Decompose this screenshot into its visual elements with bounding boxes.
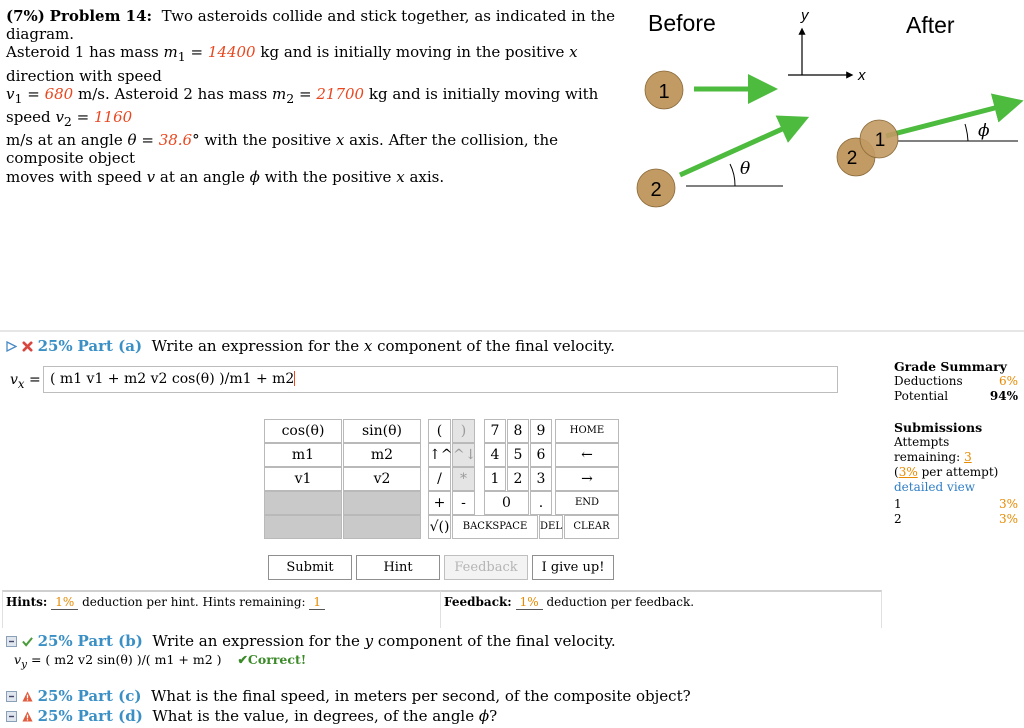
part-b-header xyxy=(6,632,616,650)
give-up-button[interactable]: I give up! xyxy=(532,555,614,580)
theta-symbol: θ xyxy=(127,131,137,150)
asteroid-1-label: 1 xyxy=(658,81,670,103)
v2-symbol: v xyxy=(55,108,64,127)
per-attempt-pct: 3% xyxy=(898,465,918,479)
keypad-key-end[interactable]: END xyxy=(555,491,619,515)
phi-label: ϕ xyxy=(978,121,990,141)
problem-line-5 xyxy=(6,168,628,186)
part-a-label[interactable]: Part (a) xyxy=(77,337,143,355)
x-symbol: x xyxy=(335,131,345,150)
keypad-key-op[interactable]: / xyxy=(428,467,451,491)
keypad-key-var[interactable]: m2 xyxy=(343,443,421,467)
problem-percent: (7%) xyxy=(6,7,45,25)
feedback-desc: deduction per feedback. xyxy=(546,595,695,609)
submission-deduction: 3% xyxy=(998,512,1018,526)
answer-label xyxy=(10,372,41,391)
warning-icon xyxy=(22,711,33,722)
problem-line-1 xyxy=(6,7,628,43)
vx-sub: x xyxy=(17,376,25,391)
diagram-after-label: After xyxy=(906,12,955,38)
keypad-key-op[interactable]: ^↓ xyxy=(452,443,475,467)
keypad-key-dot[interactable]: . xyxy=(530,491,552,515)
answer-input[interactable] xyxy=(43,366,838,393)
deductions-row xyxy=(894,374,1018,389)
x-axis-label: x xyxy=(858,67,866,84)
problem-text: m/s at an angle xyxy=(6,131,123,150)
warning-icon xyxy=(22,691,33,702)
keypad-key-digit[interactable]: 0 xyxy=(484,491,529,515)
x-symbol: x xyxy=(569,43,578,62)
part-c-label[interactable]: Part (c) xyxy=(77,687,142,705)
keypad-blank-key xyxy=(264,491,342,515)
part-b-question: Write an expression for the xyxy=(152,632,360,650)
y-axis-label: y xyxy=(801,7,809,24)
problem-text: direction with speed xyxy=(6,66,162,85)
submission-row xyxy=(894,497,1018,512)
keypad-blank-key xyxy=(264,515,342,539)
v1-symbol: v xyxy=(6,84,15,103)
problem-text: m/s. Asteroid 2 has mass xyxy=(78,84,268,103)
v2-value: 1160 xyxy=(94,108,133,127)
feedback-label: Feedback: xyxy=(444,595,512,609)
correct-label: ✔Correct! xyxy=(237,652,307,667)
feedback-pct: 1% xyxy=(516,595,543,610)
submission-deduction: 3% xyxy=(998,497,1018,511)
keypad-blank-key xyxy=(343,491,421,515)
per-attempt-label: per attempt) xyxy=(921,465,999,479)
detailed-view-link[interactable]: detailed view xyxy=(894,480,976,494)
problem-text: with the positive xyxy=(264,167,392,186)
problem-label: Problem 14: xyxy=(49,7,153,25)
keypad-key-del[interactable]: DEL xyxy=(539,515,563,539)
keypad-key-op[interactable]: √() xyxy=(428,515,451,539)
answer-value: ( m1 v1 + m2 v2 cos(θ) )/m1 + m2 xyxy=(50,371,295,387)
keypad-key-op[interactable]: ) xyxy=(452,419,475,443)
m1-value: 14400 xyxy=(207,43,256,62)
problem-line-2 xyxy=(6,43,628,84)
incorrect-x-icon xyxy=(22,341,33,352)
play-arrow-icon[interactable] xyxy=(6,341,17,352)
part-a-question-end: component of the final velocity. xyxy=(377,337,615,355)
theta-arc xyxy=(730,164,735,186)
part-b-label[interactable]: Part (b) xyxy=(77,632,143,650)
m1-sub: 1 xyxy=(177,49,186,65)
problem-text: axis. xyxy=(409,167,445,186)
per-attempt-paren: ( xyxy=(894,465,899,479)
m2-symbol: m xyxy=(272,84,287,103)
keypad-key-digit[interactable]: 8 xyxy=(507,419,529,443)
problem-sentence-1: Two asteroids collide and stick together, as indicated in the diagram. xyxy=(6,7,616,44)
v-symbol: v xyxy=(146,167,156,186)
part-divider xyxy=(0,330,1024,332)
hint-button[interactable]: Hint xyxy=(356,555,440,580)
potential-value: 94% xyxy=(989,389,1018,403)
part-d-phi: ϕ xyxy=(478,707,490,725)
submission-row xyxy=(894,512,1018,527)
final-velocity-arrow xyxy=(886,103,1014,136)
part-b-answer-value: = ( m2 v2 sin(θ) )/( m1 + m2 ) xyxy=(30,652,222,667)
equals: = xyxy=(28,372,41,388)
equals: = xyxy=(190,43,204,62)
m1-symbol: m xyxy=(163,43,178,62)
feedback-text xyxy=(444,595,694,610)
submission-number: 2 xyxy=(894,512,902,526)
keypad-key-var[interactable]: v1 xyxy=(264,467,342,491)
keypad-key-digit[interactable]: 2 xyxy=(507,467,529,491)
submission-number: 1 xyxy=(894,497,902,511)
keypad-key-var[interactable]: m1 xyxy=(264,443,342,467)
part-b-question-end: component of the final velocity. xyxy=(377,632,616,650)
part-a-percent: 25% xyxy=(37,337,73,355)
part-c-percent: 25% xyxy=(37,687,73,705)
problem-text: axis. After the collision, the composite object xyxy=(6,131,558,168)
hints-desc: deduction per hint. Hints remaining: xyxy=(82,595,306,609)
problem-line-4 xyxy=(6,131,628,167)
submit-button[interactable]: Submit xyxy=(268,555,352,580)
part-b-y: y xyxy=(364,632,374,650)
grade-summary xyxy=(894,359,1018,527)
keypad-key-backspace[interactable]: BACKSPACE xyxy=(452,515,538,539)
collision-diagram xyxy=(632,0,1024,215)
asteroid-2-label: 2 xyxy=(650,179,662,201)
potential-label: Potential xyxy=(894,389,949,403)
attempts-value: 3 xyxy=(964,450,972,464)
attempts-label: Attempts remaining: xyxy=(894,435,961,464)
diagram-before-label: Before xyxy=(648,10,716,36)
x-symbol: x xyxy=(396,167,405,186)
m2-sub: 2 xyxy=(286,90,295,106)
problem-statement xyxy=(6,7,628,186)
keypad-key-home[interactable]: HOME xyxy=(555,419,619,443)
keypad-key-clear[interactable]: CLEAR xyxy=(564,515,619,539)
problem-text: kg and is initially moving in the positive xyxy=(260,43,565,62)
submissions-title: Submissions xyxy=(894,420,983,435)
vx-symbol: v xyxy=(10,372,18,388)
hints-remaining: 1 xyxy=(309,595,325,610)
part-c-question: What is the final speed, in meters per second, of the composite object? xyxy=(151,687,691,705)
equals: = xyxy=(27,84,40,103)
keypad-key-left[interactable]: ← xyxy=(555,443,619,467)
problem-text: Asteroid 1 has mass xyxy=(6,43,159,62)
keypad-key-digit[interactable]: 4 xyxy=(484,443,506,467)
problem-text: moves with speed xyxy=(6,167,142,186)
part-b-answer xyxy=(14,652,306,671)
keypad-key-var[interactable]: sin(θ) xyxy=(343,419,421,443)
feedback-panel xyxy=(440,590,882,628)
submission-rows xyxy=(894,497,1018,527)
keypad-key-digit[interactable]: 9 xyxy=(530,419,552,443)
keypad-key-digit[interactable]: 3 xyxy=(530,467,552,491)
part-d-question-mark: ? xyxy=(489,707,498,725)
keypad-key-var[interactable]: v2 xyxy=(343,467,421,491)
degree-symbol: ° xyxy=(192,131,200,150)
keypad-key-op[interactable]: + xyxy=(428,491,451,515)
part-d-percent: 25% xyxy=(37,707,73,725)
vy-symbol: v xyxy=(14,652,22,667)
keypad-key-digit[interactable]: 1 xyxy=(484,467,506,491)
keypad-key-right[interactable]: → xyxy=(555,467,619,491)
m2-value: 21700 xyxy=(316,84,365,103)
keypad-key-op[interactable]: * xyxy=(452,467,475,491)
problem-line-3 xyxy=(6,85,628,131)
part-a-header xyxy=(6,337,615,355)
part-a-x: x xyxy=(363,337,373,355)
keypad-key-var[interactable]: cos(θ) xyxy=(264,419,342,443)
part-c-header xyxy=(6,687,691,705)
v2-sub: 2 xyxy=(63,114,72,130)
keypad-key-digit[interactable]: 7 xyxy=(484,419,506,443)
deductions-value: 6% xyxy=(998,374,1018,388)
deductions-label: Deductions xyxy=(894,374,963,388)
problem-text: at an angle xyxy=(159,167,245,186)
collapse-icon[interactable] xyxy=(6,711,17,722)
keypad-key-digit[interactable]: 5 xyxy=(507,443,529,467)
equals: = xyxy=(141,131,154,150)
equals: = xyxy=(299,84,312,103)
grade-summary-title: Grade Summary xyxy=(894,359,1007,374)
asteroid-1-after-label: 1 xyxy=(874,130,886,151)
v1-value: 680 xyxy=(44,84,74,103)
phi-arc xyxy=(965,124,968,141)
v1-sub: 1 xyxy=(14,90,23,106)
vy-sub: y xyxy=(21,658,27,671)
part-d-question: What is the value, in degrees, of the angle xyxy=(152,707,475,725)
attempts-remaining xyxy=(894,435,1018,465)
phi-symbol: ϕ xyxy=(249,167,260,186)
keypad-key-op[interactable]: ↑^ xyxy=(428,443,451,467)
problem-text: kg and is initially moving with speed xyxy=(6,84,599,127)
hints-text xyxy=(6,595,325,610)
asteroid-2-after-label: 2 xyxy=(846,148,858,169)
keypad-key-digit[interactable]: 6 xyxy=(530,443,552,467)
equals: = xyxy=(76,108,90,127)
per-attempt xyxy=(894,465,1018,480)
correct-check-icon xyxy=(22,636,33,647)
hints-panel xyxy=(2,590,440,628)
part-a-question: Write an expression for the xyxy=(151,337,360,355)
problem-text: with the positive xyxy=(204,131,332,150)
theta-label: θ xyxy=(740,159,751,179)
hints-pct: 1% xyxy=(51,595,78,610)
hints-label: Hints: xyxy=(6,595,48,609)
part-d-header xyxy=(6,707,497,725)
theta-value: 38.6 xyxy=(158,131,193,150)
keypad-key-op[interactable]: - xyxy=(452,491,475,515)
feedback-button[interactable]: Feedback xyxy=(444,555,528,580)
keypad-key-op[interactable]: ( xyxy=(428,419,451,443)
keypad-blank-key xyxy=(343,515,421,539)
potential-row xyxy=(894,389,1018,404)
text-caret xyxy=(294,371,295,386)
part-b-percent: 25% xyxy=(37,632,73,650)
collapse-icon[interactable] xyxy=(6,691,17,702)
part-d-label[interactable]: Part (d) xyxy=(77,707,143,725)
collapse-icon[interactable] xyxy=(6,636,17,647)
